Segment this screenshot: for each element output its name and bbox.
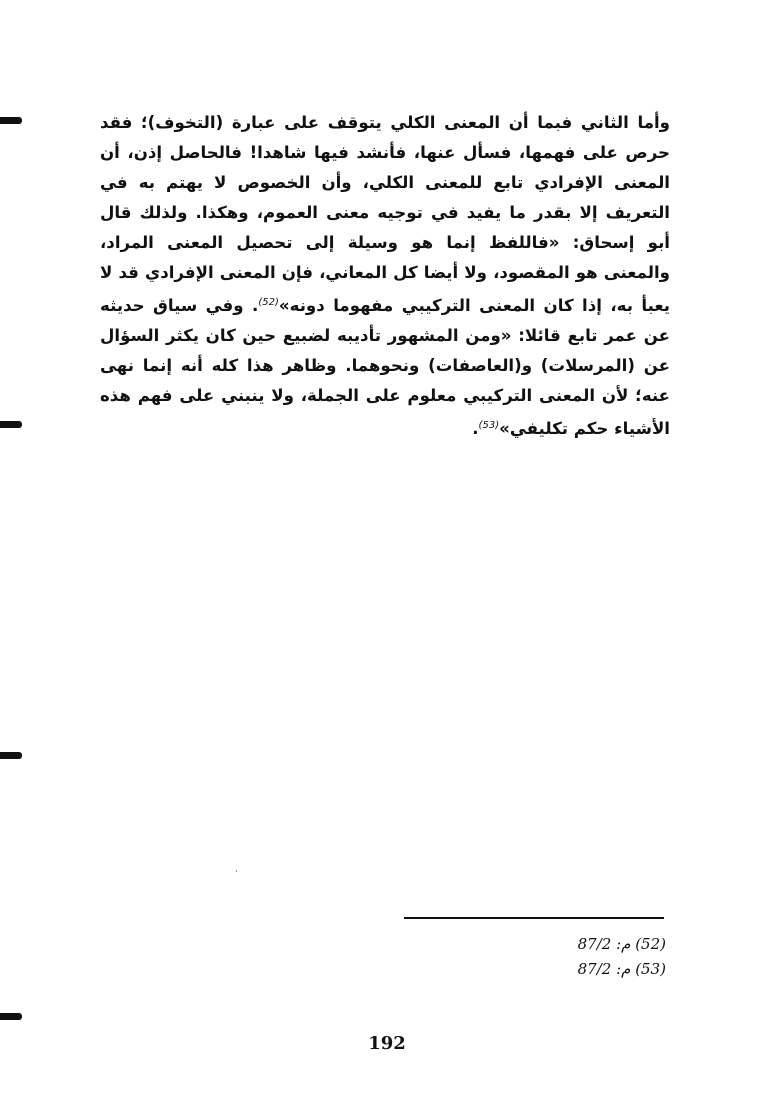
footnote-text: م: 87/2 [577, 960, 631, 978]
paragraph-text-2: . وفي سياق حديثه عن عمر تابع قائلا: «ومن المشهور تأديبه لضبيع حين كان يكثر السؤال عن (المرسلات) و(العاصفات) ونحوهما. وظاهر هذا كله أنه إنما نهى عنه؛ لأن المعنى التركيبي معلوم على الجملة، ولا ينبني على فهم هذه الأشياء حكم تكليفي» [100, 296, 670, 438]
page-number: 192 [368, 1033, 406, 1054]
margin-mark [0, 117, 22, 124]
footnotes [404, 932, 666, 982]
paragraph-text-1: وأما الثاني فبما أن المعنى الكلي يتوقف على عبارة (التخوف)؛ فقد حرص على فهمها، فسأل عنها، فأنشد فيها شاهدا! فالحاصل إذن، أن المعنى الإفرادي تابع للمعنى الكلي، وأن الخصوص لا يهتم به في التعريف إلا بقدر ما يفيد في توجيه معنى العموم، وهكذا. ولذلك قال أبو إسحاق: «فاللفظ إنما هو وسيلة إلى تحصيل المعنى المراد، والمعنى هو المقصود، ولا أيضا كل المعاني، فإن المعنى الإفرادي قد لا يعبأ به، إذا كان المعنى التركيبي مفهوما دونه» [100, 113, 671, 315]
footnote-separator [404, 917, 664, 919]
footnote-number: (52) [635, 935, 666, 953]
footnote-item [404, 957, 666, 982]
margin-mark [0, 1013, 22, 1020]
scan-speck [236, 870, 237, 872]
footnote-item [404, 932, 666, 957]
margin-mark [0, 421, 22, 428]
footnote-text: م: 87/2 [577, 935, 631, 953]
main-paragraph [100, 108, 670, 444]
footnote-number: (53) [635, 960, 666, 978]
footnote-ref-53[interactable]: (53) [478, 420, 500, 431]
margin-mark [0, 752, 22, 759]
paragraph-text-3: . [472, 419, 479, 438]
footnote-ref-52[interactable]: (52) [258, 297, 279, 308]
